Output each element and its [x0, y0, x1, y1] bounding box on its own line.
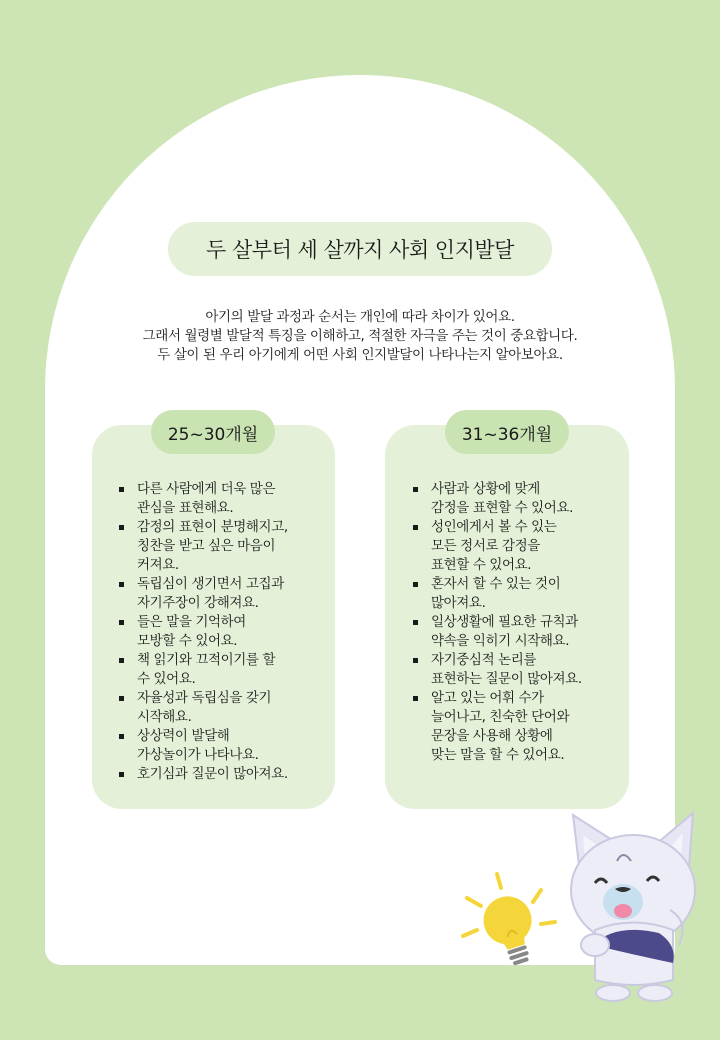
list-item: 다른 사람에게 더욱 많은 관심을 표현해요.: [116, 480, 328, 518]
list-item: 상상력이 발달해 가상놀이가 나타나요.: [116, 727, 328, 765]
age-label-31-36: 31~36개월: [445, 410, 569, 454]
milestone-list-25-30: [116, 480, 328, 784]
list-item: 성인에게서 볼 수 있는 모든 정서로 감정을 표현할 수 있어요.: [410, 518, 622, 575]
list-item: 자율성과 독립심을 갖기 시작해요.: [116, 689, 328, 727]
list-item: 일상생활에 필요한 규칙과 약속을 익히기 시작해요.: [410, 613, 622, 651]
milestone-list-31-36: [410, 480, 622, 765]
lightbulb-icon: [455, 868, 565, 978]
list-item: 독립심이 생기면서 고집과 자기주장이 강해져요.: [116, 575, 328, 613]
list-item: 들은 말을 기억하여 모방할 수 있어요.: [116, 613, 328, 651]
list-item: 책 읽기와 끄적이기를 할 수 있어요.: [116, 651, 328, 689]
age-label-25-30: 25~30개월: [151, 410, 275, 454]
list-item: 사람과 상황에 맞게 감정을 표현할 수 있어요.: [410, 480, 622, 518]
intro-line: 그래서 월령별 발달적 특징을 이해하고, 적절한 자극을 주는 것이 중요합니다.: [142, 328, 578, 344]
intro-line: 아기의 발달 과정과 순서는 개인에 따라 차이가 있어요.: [205, 309, 515, 325]
list-item: 혼자서 할 수 있는 것이 많아져요.: [410, 575, 622, 613]
intro-line: 두 살이 된 우리 아기에게 어떤 사회 인지발달이 나타나는지 알아보아요.: [157, 347, 563, 363]
cat-mascot-icon: [555, 805, 705, 1005]
intro-text: [60, 308, 660, 365]
list-item: 자기중심적 논리를 표현하는 질문이 많아져요.: [410, 651, 622, 689]
page-title: 두 살부터 세 살까지 사회 인지발달: [168, 222, 552, 276]
list-item: 감정의 표현이 분명해지고, 칭찬을 받고 싶은 마음이 커져요.: [116, 518, 328, 575]
list-item: 호기심과 질문이 많아져요.: [116, 765, 328, 784]
list-item: 알고 있는 어휘 수가 늘어나고, 친숙한 단어와 문장을 사용해 상황에 맞는 말을 할 수 있어요.: [410, 689, 622, 765]
